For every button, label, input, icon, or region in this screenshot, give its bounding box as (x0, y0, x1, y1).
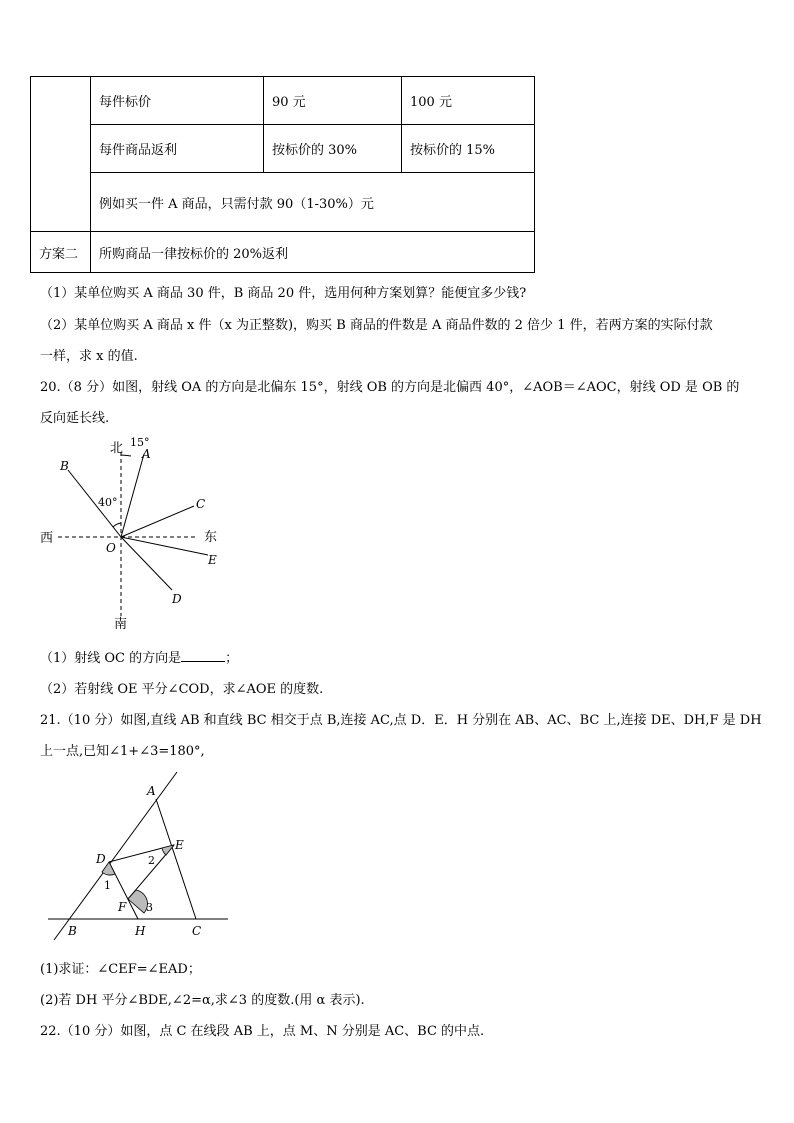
table-cell-label: 每件标价 (91, 77, 264, 125)
label-north: 北 (110, 441, 124, 456)
table-row (31, 125, 535, 173)
q21-stem-line2: 上一点,已知∠1+∠3=180°, (40, 744, 205, 759)
label-d: D (172, 592, 182, 606)
label-a: A (142, 447, 151, 461)
label-e: E (175, 838, 184, 852)
table-row (31, 232, 535, 273)
table-cell-desc: 所购商品一律按标价的 20%返利 (91, 232, 535, 273)
label-2: 2 (148, 854, 155, 867)
angle-3-mark (128, 890, 147, 913)
label-15deg: 15° (130, 436, 150, 449)
q19-part1: （1）某单位购买 A 商品 30 件，B 商品 20 件，选用何种方案划算？能便宜多少钱? (40, 286, 527, 301)
label-1: 1 (104, 879, 111, 892)
table-row (31, 173, 535, 232)
triangle-figure (40, 765, 240, 945)
q20-part1-text: （1）射线 OC 的方向是 (40, 651, 182, 666)
table-cell-plan: 方案二 (31, 232, 91, 273)
angle-40-arc (113, 523, 121, 527)
q19-part2-line2: 一样，求 x 的值. (40, 349, 138, 364)
label-d: D (96, 852, 106, 866)
q22-stem: 22.（10 分）如图，点 C 在线段 AB 上，点 M、N 分别是 AC、BC 的中点. (40, 1024, 485, 1039)
ray-oc (121, 506, 194, 537)
label-south: 南 (114, 617, 128, 632)
label-e: E (208, 553, 217, 567)
label-o: O (106, 541, 116, 555)
compass-figure (30, 430, 260, 640)
q21-part1: (1)求证：∠CEF=∠EAD； (40, 962, 201, 977)
ray-oe (121, 537, 208, 555)
q19-part2-line1: （2）某单位购买 A 商品 x 件（x 为正整数)，购买 B 商品的件数是 A 商品件数的 2 倍少 1 件，若两方案的实际付款 (40, 318, 713, 333)
q21-stem-line1: 21.（10 分）如图,直线 AB 和直线 BC 相交于点 B,连接 AC,点 D．E．H 分别在 AB、AC、BC 上,连接 DE、DH,F 是 DH (40, 713, 762, 728)
label-c: C (196, 497, 206, 511)
label-east: 东 (204, 530, 218, 545)
label-40deg: 40° (98, 496, 118, 509)
table-cell-value: 90 元 (264, 77, 402, 125)
table-cell-label: 每件商品返利 (91, 125, 264, 173)
ray-od (121, 537, 172, 590)
label-b: B (68, 924, 77, 938)
ray-oa (121, 454, 144, 537)
q20-part2: （2）若射线 OE 平分∠COD，求∠AOE 的度数. (40, 682, 324, 697)
q20-part1 (40, 647, 238, 666)
table-cell-value: 100 元 (402, 77, 535, 125)
table-cell-value: 按标价的 15% (402, 125, 535, 173)
label-c: C (192, 924, 202, 938)
answer-blank (181, 649, 225, 662)
line-ab (54, 772, 177, 940)
q21-part2: (2)若 DH 平分∠BDE,∠2=α,求∠3 的度数.(用 α 表示). (40, 993, 365, 1008)
q20-stem-line1: 20.（8 分）如图，射线 OA 的方向是北偏东 15°，射线 OB 的方向是北偏西 40°，∠AOB＝∠AOC，射线 OD 是 OB 的 (40, 380, 740, 395)
table-cell-value: 按标价的 30% (264, 125, 402, 173)
price-table (30, 76, 535, 273)
label-3: 3 (146, 901, 153, 914)
label-a: A (147, 784, 156, 798)
table-cell-example: 例如买一件 A 商品，只需付款 90（1-30%）元 (91, 173, 535, 232)
table-row (31, 77, 535, 125)
q20-part1-end: ； (225, 651, 239, 666)
label-b: B (60, 459, 69, 473)
label-f: F (118, 900, 127, 914)
label-h: H (135, 924, 146, 938)
angle-2-mark (162, 845, 174, 855)
table-cell-empty (31, 77, 91, 232)
q20-stem-line2: 反向延长线. (40, 411, 110, 426)
label-west: 西 (40, 531, 54, 546)
